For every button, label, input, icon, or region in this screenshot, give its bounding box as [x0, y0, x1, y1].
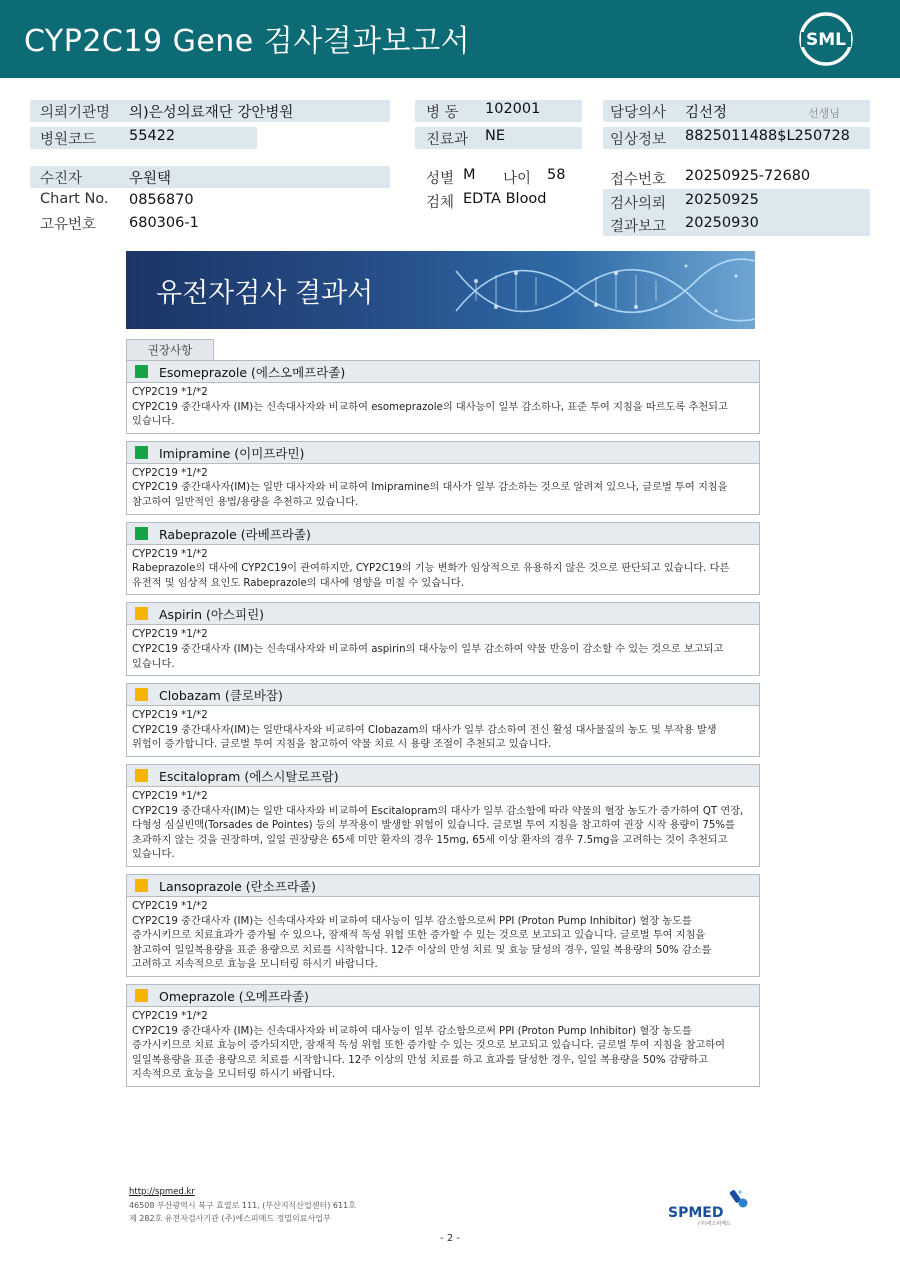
drug-card-body	[127, 545, 759, 592]
drug-card-body	[127, 464, 759, 511]
drug-recommendation-line: Rabeprazole의 대사에 CYP2C19이 관여하지만, CYP2C19의 기능 변화가 임상적으로 유용하지 않은 것으로 판단되고 있습니다. 다른	[132, 563, 730, 575]
sml-logo-icon	[795, 8, 857, 70]
drug-recommendation-line: 증가시키므로 치료 효능이 증가되지만, 잠재적 독성 위험 또한 증가할 수 있는 것으로 보고되고 있습니다. 글로벌 투여 지침을 참고하여	[132, 1040, 725, 1052]
sex-value: M	[463, 167, 476, 183]
drug-card	[126, 683, 760, 757]
orange-status-icon	[135, 769, 148, 782]
drug-card-body	[127, 787, 759, 863]
report-date-label: 결과보고	[610, 219, 667, 235]
drug-card-header	[127, 985, 759, 1007]
drug-name: Aspirin (아스피린)	[159, 607, 265, 623]
drug-card	[126, 764, 760, 867]
age-value: 58	[547, 167, 566, 183]
drug-genotype: CYP2C19 *1/*2	[132, 467, 208, 479]
request-value: 20250925	[685, 192, 759, 208]
drug-card-body	[127, 1007, 759, 1083]
drug-recommendation-line: 위험이 증가합니다. 글로벌 투여 지침을 참고하여 약물 치료 시 용량 조절이 추천되고 있습니다.	[132, 739, 552, 751]
report-header	[0, 0, 900, 78]
drug-card-header	[127, 523, 759, 545]
orange-status-icon	[135, 688, 148, 701]
dept-label: 진료과	[426, 132, 469, 148]
banner-title: 유전자검사 결과서	[156, 278, 374, 309]
drug-recommendation-line: CYP2C19 중간대사자 (IM)는 신속대사자와 비교하여 aspirin의 대사능이 일부 감소하여 약물 반응이 감소할 수 있는 것으로 보고되고	[132, 643, 724, 655]
drug-recommendation-line: 참고하여 일일복용량을 표준 용량으로 치료를 시작합니다. 12주 이상의 만성 치료 및 효능 달성의 경우, 일일 복용량의 50% 감소를	[132, 944, 712, 956]
footer-registration: 제 282호 유전자검사기관 (주)에스피메드 정밀의료사업부	[129, 1214, 331, 1223]
ward-label: 병 동	[426, 105, 459, 121]
sex-label: 성별	[426, 171, 455, 187]
green-status-icon	[135, 365, 148, 378]
orange-status-icon	[135, 989, 148, 1002]
tab-recommendation[interactable]: 권장사항	[126, 339, 214, 361]
drug-recommendation-line: CYP2C19 중간대사자(IM)는 일반 대사자와 비교하여 Escitalopram의 대사가 일부 감소함에 따라 약물의 혈장 농도가 증가하여 QT 연장,	[132, 805, 744, 817]
drug-card-body	[127, 383, 759, 430]
clinical-value: 8825011488$L250728	[685, 128, 850, 144]
drug-card-header	[127, 684, 759, 706]
sml-logo-text: SML	[806, 30, 846, 50]
report-date-value: 20250930	[685, 215, 759, 231]
drug-name: Lansoprazole (란소프라졸)	[159, 879, 316, 894]
specimen-label: 검체	[426, 195, 455, 211]
spmed-logo-subtext: (주)에스피메드	[698, 1221, 731, 1227]
specimen-value: EDTA Blood	[463, 191, 547, 207]
drug-card-header	[127, 442, 759, 464]
patient-row	[30, 166, 390, 188]
drug-recommendation-line: CYP2C19 중간대사자 (IM)는 신속대사자와 비교하여 대사능이 일부 감소함으로써 PPI (Proton Pump Inhibitor) 혈장 농도를	[132, 1025, 692, 1037]
drug-recommendation-line: CYP2C19 중간대사자(IM)는 일반대사자와 비교하여 Clobazam의 대사가 일부 감소하여 전신 활성 대사물질의 농도 및 부작용 발생	[132, 724, 717, 736]
drug-card-header	[127, 765, 759, 787]
drug-genotype: CYP2C19 *1/*2	[132, 1011, 208, 1022]
spmed-logo-icon	[668, 1187, 758, 1227]
drug-genotype: CYP2C19 *1/*2	[132, 901, 208, 912]
hospital-code-label: 병원코드	[40, 132, 97, 148]
footer-url-link[interactable]: http://spmed.kr	[129, 1187, 195, 1197]
orange-status-icon	[135, 879, 148, 892]
drug-recommendation-line: 있습니다.	[132, 849, 175, 861]
drug-recommendation-line: 초과하지 않는 것을 권장하며, 일일 권장량은 65세 미만 환자의 경우 15mg, 65세 이상 환자의 경우 7.5mg을 고려하는 것이 추천되고	[132, 834, 728, 846]
spmed-logo-text: SPMED	[668, 1205, 724, 1221]
drug-genotype: CYP2C19 *1/*2	[132, 548, 208, 560]
drug-recommendation-line: 다형성 심실빈맥(Torsades de Pointes) 등의 부작용이 발생할 위험이 있습니다. 글로벌 투여 지침을 참고하여 권장 시작 용량이 75%를	[132, 820, 735, 832]
drug-name: Clobazam (클로바잠)	[159, 688, 283, 704]
drug-recommendation-line: CYP2C19 중간대사자 (IM)는 신속대사자와 비교하여 대사능이 일부 감소함으로써 PPI (Proton Pump Inhibitor) 혈장 농도를	[132, 915, 692, 927]
patient-value: 우원택	[129, 171, 172, 187]
dept-value: NE	[485, 128, 506, 144]
drug-genotype: CYP2C19 *1/*2	[132, 387, 208, 398]
doctor-value: 김선정	[685, 105, 728, 121]
drug-name: Rabeprazole (라베프라졸)	[159, 526, 311, 542]
institution-label: 의뢰기관명	[40, 105, 111, 121]
drug-card-body	[127, 625, 759, 672]
drug-name: Escitalopram (에스시탈로프람)	[159, 769, 339, 784]
drug-name: Imipramine (이미프라민)	[159, 445, 305, 461]
footer-info	[129, 1186, 356, 1225]
unique-no-value: 680306-1	[129, 215, 199, 231]
drug-card	[126, 441, 760, 515]
page-number: - 2 -	[440, 1233, 460, 1244]
drug-card	[126, 984, 760, 1087]
hospital-code-value: 55422	[129, 128, 176, 144]
drug-recommendation-line: 증가시키므로 치료효과가 증가될 수 있으나, 잠재적 독성 위험 또한 증가할 수 있는 것으로 보고되고 있습니다. 글로벌 투여 지침을	[132, 930, 706, 942]
receipt-value: 20250925-72680	[685, 168, 811, 184]
request-label: 검사의뢰	[610, 196, 667, 212]
drug-recommendation-line: 고려하고 지속적으로 효능을 모니터링 하시기 바랍니다.	[132, 959, 378, 971]
unique-no-label: 고유번호	[40, 217, 97, 233]
ward-value: 102001	[485, 101, 541, 117]
drug-recommendation-line: 일일복용량을 표준 용량으로 치료를 시작합니다. 12주 이상의 만성 치료를 하고 효과를 달성한 경우, 일일 복용량을 50% 감량하고	[132, 1054, 709, 1066]
green-status-icon	[135, 446, 148, 459]
doctor-label: 담당의사	[610, 105, 667, 121]
receipt-label: 접수번호	[610, 172, 667, 188]
drug-genotype: CYP2C19 *1/*2	[132, 710, 208, 722]
clinical-label: 임상정보	[610, 132, 667, 148]
age-label: 나이	[503, 171, 532, 187]
drug-card-body	[127, 706, 759, 753]
drug-card	[126, 522, 760, 596]
drug-card	[126, 874, 760, 977]
drug-genotype: CYP2C19 *1/*2	[132, 791, 208, 802]
orange-status-icon	[135, 607, 148, 620]
green-status-icon	[135, 527, 148, 540]
drug-genotype: CYP2C19 *1/*2	[132, 629, 208, 641]
drug-card-header	[127, 875, 759, 897]
drug-recommendation-line: 있습니다.	[132, 658, 175, 670]
patient-label: 수진자	[40, 171, 83, 187]
drug-recommendation-line: 유전적 및 임상적 요인도 Rabeprazole의 대사에 영향을 미칠 수 있습니다.	[132, 577, 464, 589]
drug-card-body	[127, 897, 759, 973]
drug-recommendation-line: 지속적으로 효능을 모니터링 하시기 바랍니다.	[132, 1069, 336, 1081]
institution-value: 의)은성의료재단 강안병원	[129, 105, 294, 121]
drug-card	[126, 360, 760, 434]
drug-recommendation-line: CYP2C19 중간대사자(IM)는 일반 대사자와 비교하여 Imipramine의 대사가 일부 감소하는 것으로 알려져 있으나, 글로벌 투여 지침을	[132, 482, 728, 494]
drug-card-header	[127, 603, 759, 625]
drug-recommendation-line: 있습니다.	[132, 416, 175, 428]
chart-no-value: 0856870	[129, 192, 194, 208]
result-banner	[126, 251, 755, 329]
doctor-suffix: 선생님	[808, 107, 840, 120]
drug-name: Omeprazole (오메프라졸)	[159, 989, 309, 1004]
report-title: CYP2C19 Gene 검사결과보고서	[24, 24, 471, 59]
drug-name: Esomeprazole (에스오메프라졸)	[159, 365, 346, 380]
chart-no-label: Chart No.	[40, 191, 109, 207]
drug-card	[126, 602, 760, 676]
drug-recommendation-line: CYP2C19 중간대사자 (IM)는 신속대사자와 비교하여 esomeprazole의 대사능이 일부 감소하나, 표준 투여 지침을 따르도록 추천되고	[132, 401, 728, 413]
footer-address: 46508 부산광역시 북구 효열로 111, (부산지식산업센터) 611호	[129, 1201, 356, 1210]
drug-recommendation-line: 참고하여 일반적인 용법/용량을 추천하고 있습니다.	[132, 496, 359, 508]
drug-card-header	[127, 361, 759, 383]
